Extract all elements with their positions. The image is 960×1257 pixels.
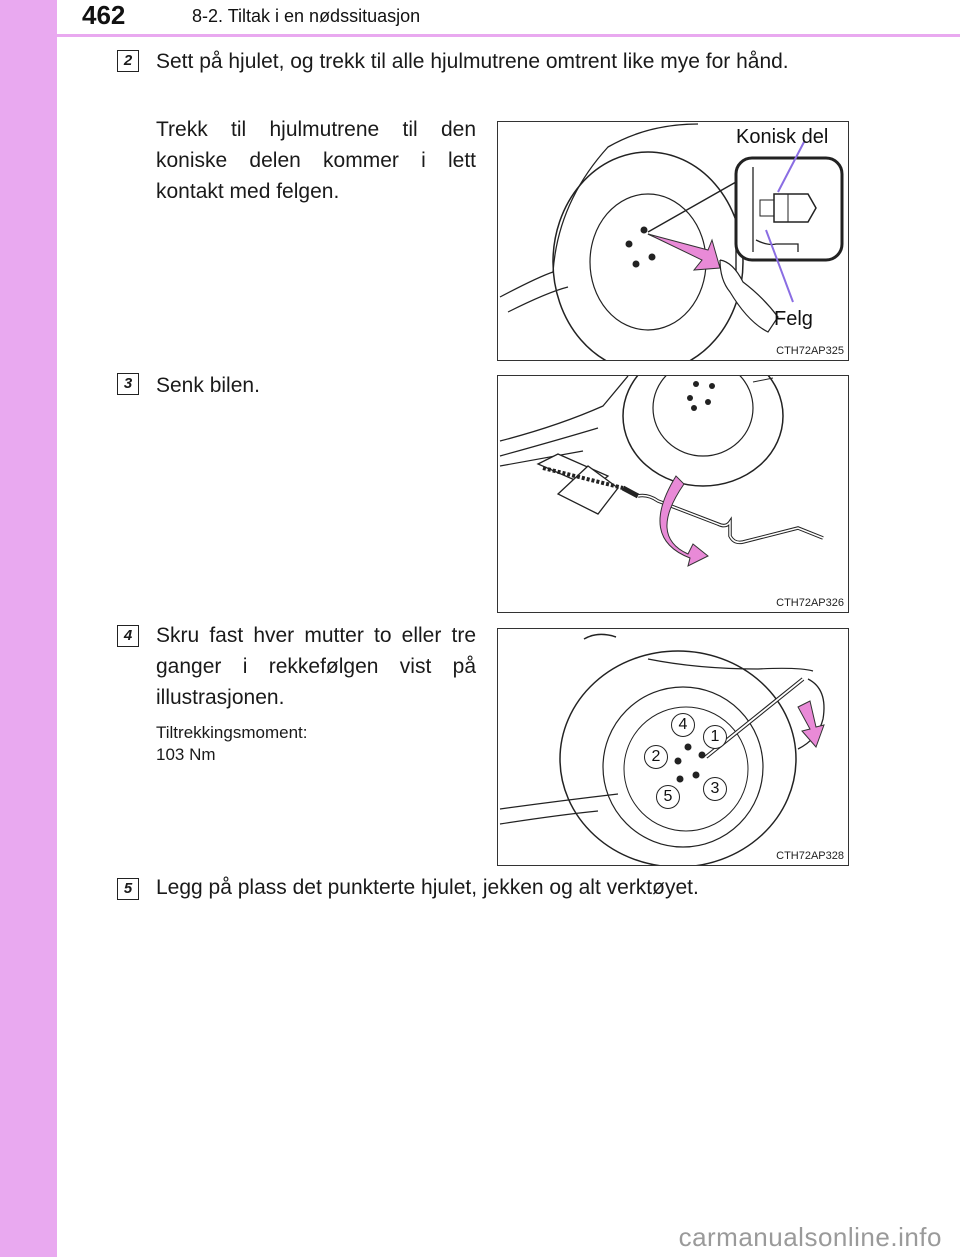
label-konisk-del: Konisk del	[736, 126, 829, 148]
order-marker-4: 4	[671, 713, 695, 737]
step-3-text: Senk bilen.	[156, 374, 260, 397]
order-marker-3: 3	[703, 777, 727, 801]
step-number-2: 2	[117, 50, 139, 72]
torque-value: 103 Nm	[156, 745, 216, 764]
figure-tightening-order	[497, 628, 849, 866]
figure-code: CTH72AP326	[776, 597, 844, 609]
order-marker-2: 2	[644, 745, 668, 769]
step-5-text: Legg på plass det punkterte hjulet, jekken og alt verktøyet.	[156, 876, 699, 899]
step-number-4: 4	[117, 625, 139, 647]
step-number-3: 3	[117, 373, 139, 395]
header-rule	[57, 34, 960, 37]
step-2-subtext: Trekk til hjulmutrene til den koniske delen kommer i lett kontakt med felgen.	[156, 118, 476, 203]
sidebar-tab	[0, 0, 57, 1257]
page-number: 462	[82, 0, 126, 30]
step-2-text: Sett på hjulet, og trekk til alle hjulmutrene omtrent like mye for hånd.	[156, 50, 789, 73]
label-felg: Felg	[774, 308, 813, 330]
figure-lower-car	[497, 375, 849, 613]
figure-code: CTH72AP328	[776, 850, 844, 862]
order-marker-1: 1	[703, 725, 727, 749]
watermark: carmanualsonline.info	[678, 1222, 942, 1252]
tightening-order-illustration	[498, 629, 848, 865]
step-number-5: 5	[117, 878, 139, 900]
page-header	[0, 0, 960, 38]
torque-label: Tiltrekkingsmoment:	[156, 723, 308, 742]
step-4-text: Skru fast hver mutter to eller tre ganger i rekkefølgen vist på illustrasjonen.	[156, 624, 476, 709]
figure-wheel-nut	[497, 121, 849, 361]
jack-illustration	[498, 376, 848, 612]
section-title: 8-2. Tiltak i en nødssituasjon	[192, 6, 421, 26]
order-marker-5: 5	[656, 785, 680, 809]
figure-code: CTH72AP325	[776, 345, 844, 357]
